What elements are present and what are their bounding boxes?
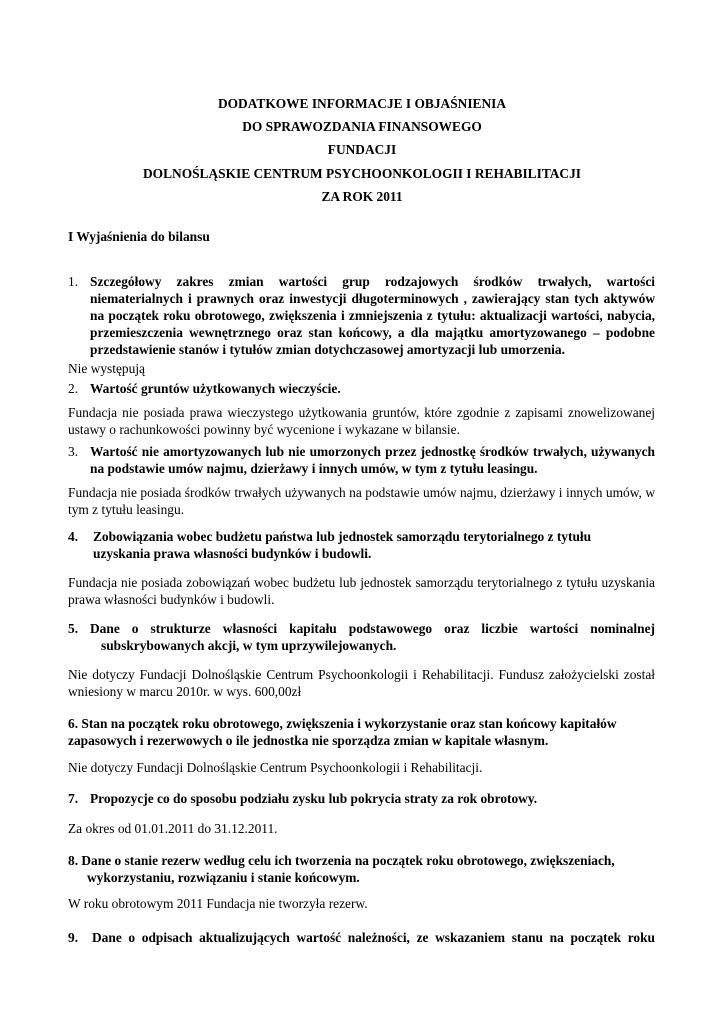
title-line: DOLNOŚLĄSKIE CENTRUM PSYCHOONKOLOGII I REHABILITACJI [143, 165, 581, 181]
item-number: 7. [68, 791, 79, 806]
item-body-line: Fundacja nie posiada prawa wieczystego użytkowania gruntów, które zgodnie z zapisami znowelizowanej [68, 405, 655, 420]
title-line: DO SPRAWOZDANIA FINANSOWEGO [242, 119, 482, 135]
item-heading-line: 8. Dane o stanie rezerw według celu ich tworzenia na początek roku obrotowego, zwiększeniach, [68, 853, 615, 868]
item-number: 1. [68, 274, 79, 289]
item-body-line: Nie występują [68, 361, 145, 376]
item-body-line: Nie dotyczy Fundacji Dolnośląskie Centrum Psychoonkologii i Rehabilitacji. [68, 760, 483, 775]
item-body-line: W roku obrotowym 2011 Fundacja nie tworzyła rezerw. [68, 896, 368, 911]
item-heading-line: na początek roku obrotowego, zwiększenia i zmniejszenia z tytułu: aktualizacji wartości, nabycia, [90, 308, 655, 323]
item-number: 9. [68, 930, 79, 945]
item-body-line: Fundacja nie posiada zobowiązań wobec budżetu lub jednostek samorządu terytorialnego z tytułu uzyskania [68, 575, 655, 590]
item-heading-line: zapasowych i rezerwowych o ile jednostka nie sporządza zmian w kapitale własnym. [68, 733, 549, 748]
title-line: FUNDACJI [327, 142, 397, 158]
item-body-line: tym z tytułu leasingu. [68, 502, 185, 517]
item-heading-line: Propozycje co do sposobu podziału zysku lub pokrycia straty za rok obrotowy. [90, 791, 538, 806]
item-heading-line: Wartość gruntów użytkowanych wieczyście. [90, 381, 341, 396]
item-body-line: ustawy o rachunkowości powinny być wycenione i wykazane w bilansie. [68, 422, 460, 437]
item-body-line: prawa własności budynków i budowli. [68, 592, 275, 607]
title-line: ZA ROK 2011 [321, 188, 403, 204]
item-number: 2. [68, 381, 79, 396]
item-heading-line: Zobowiązania wobec budżetu państwa lub jednostek samorządu terytorialnego z tytułu [93, 529, 592, 544]
item-heading-line: Dane o odpisach aktualizujących wartość należności, ze wskazaniem stanu na początek roku [92, 930, 655, 945]
item-body-line: Fundacja nie posiada środków trwałych używanych na podstawie umów najmu, dzierżawy i innych umów, w [68, 485, 655, 500]
item-body-line: Nie dotyczy Fundacji Dolnośląskie Centrum Psychoonkologii i Rehabilitacji. Fundusz założycielski został [68, 667, 655, 682]
item-heading-line: przemieszczenia wewnętrznego oraz stan końcowy, a dla majątku amortyzowanego – podobne [90, 325, 655, 340]
item-number: 3. [68, 444, 79, 459]
section-title: I Wyjaśnienia do bilansu [68, 229, 210, 244]
item-number: 5. [68, 621, 79, 636]
item-body-line: Za okres od 01.01.2011 do 31.12.2011. [68, 821, 278, 836]
item-heading-line: 6. Stan na początek roku obrotowego, zwiększenia i wykorzystanie oraz stan końcowy kapitałów [68, 716, 617, 731]
item-heading-line: subskrybowanych akcji, w tym uprzywilejowanych. [101, 638, 397, 653]
item-heading-line: niematerialnych i prawnych oraz inwestycji długoterminowych , zawierający stan tych aktywów [90, 291, 655, 306]
item-heading-line: Dane o strukturze własności kapitału podstawowego oraz liczbie wartości nominalnej [90, 621, 655, 636]
item-number: 4. [68, 529, 79, 544]
item-heading-line: przedstawienie stanów i tytułów zmian dotychczasowej amortyzacji lub umorzenia. [90, 342, 565, 357]
item-body-line: wniesiony w marcu 2010r. w wys. 600,00zł [68, 684, 302, 699]
item-heading-line: uzyskania prawa własności budynków i budowli. [93, 546, 372, 561]
item-heading-line: wykorzystaniu, rozwiązaniu i stanie końcowym. [87, 870, 360, 885]
title-line: DODATKOWE INFORMACJE I OBJAŚNIENIA [217, 96, 507, 111]
item-heading-line: na podstawie umów najmu, dzierżawy i innych umów, w tym z tytułu leasingu. [90, 461, 538, 476]
item-heading-line: Szczegółowy zakres zmian wartości grup rodzajowych środków trwałych, wartości [90, 274, 655, 289]
item-heading-line: Wartość nie amortyzowanych lub nie umorzonych przez jednostkę środków trwałych, używanych [90, 444, 655, 459]
document-title [0, 92, 724, 208]
